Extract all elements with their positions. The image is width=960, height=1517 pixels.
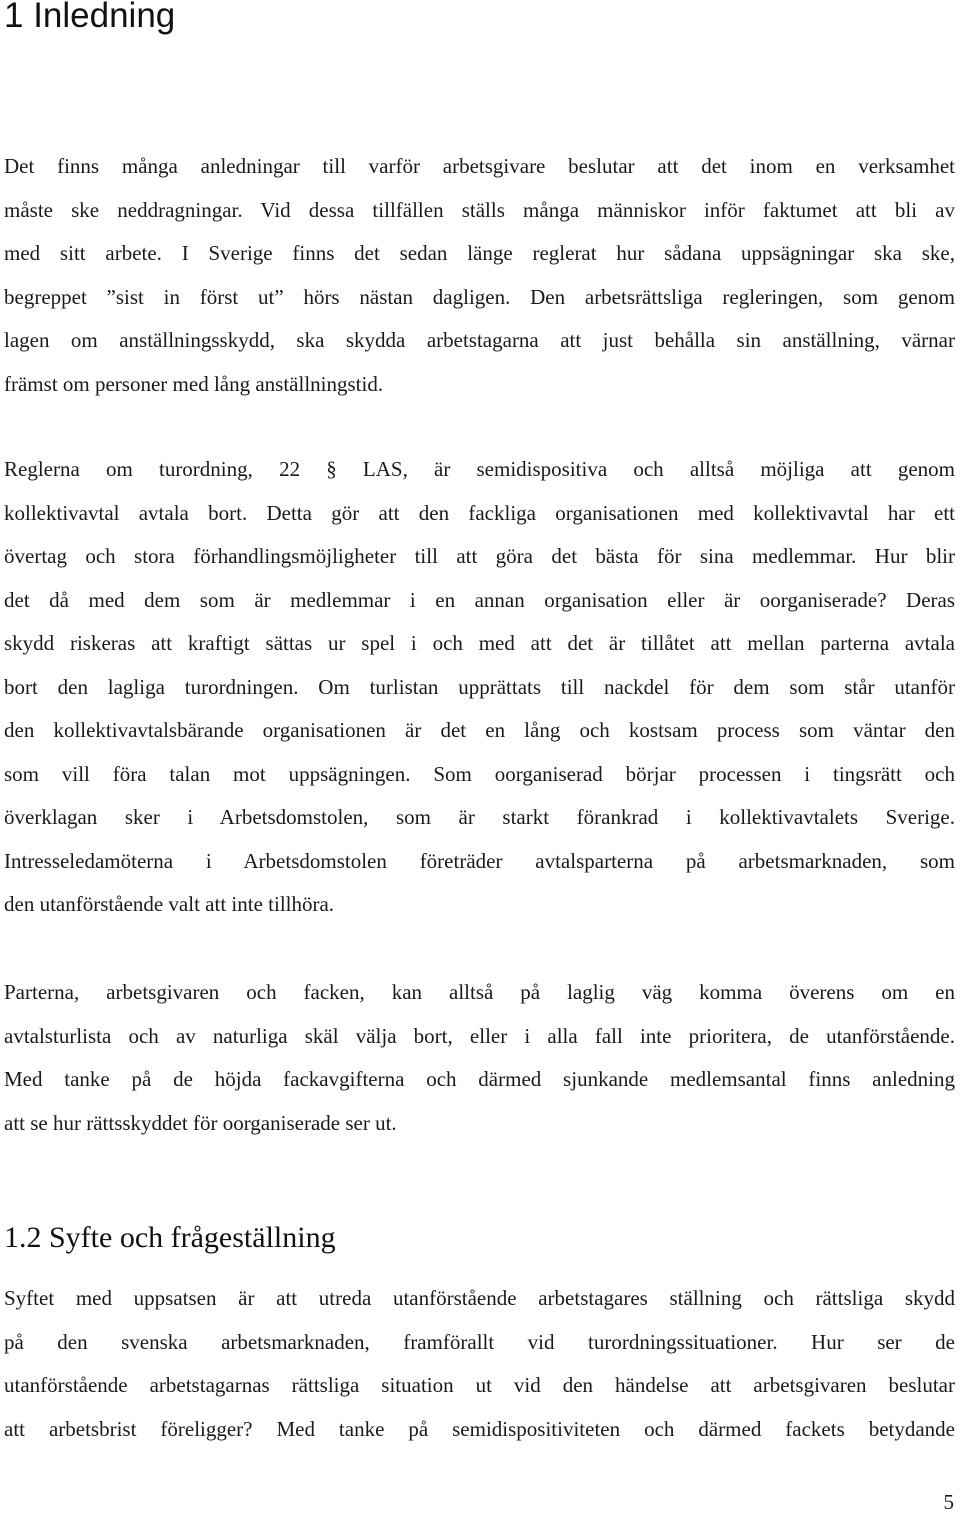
- chapter-heading: 1 Inledning: [4, 0, 176, 35]
- text-line: den utanförstående valt att inte tillhöra.: [4, 892, 335, 916]
- text-line: den kollektivavtalsbärande organisationen är det en lång och kostsam process som väntar den: [4, 718, 955, 742]
- text-line: främst om personer med lång anställningstid.: [4, 371, 384, 396]
- section-heading: 1.2 Syfte och frågeställning: [4, 1221, 336, 1254]
- text-line: måste ske neddragningar. Vid dessa tillfällen ställs många människor inför faktumet att bli av: [4, 197, 955, 222]
- text-line: det då med dem som är medlemmar i en annan organisation eller är oorganiserade? Deras: [4, 587, 955, 612]
- text-line: med sitt arbete. I Sverige finns det sedan länge reglerat hur sådana uppsägningar ska ske,: [4, 241, 955, 265]
- text-line: lagen om anställningsskydd, ska skydda arbetstagarna att just behålla sin anställning, värnar: [4, 328, 955, 352]
- text-line: övertag och stora förhandlingsmöjligheter till att göra det bästa för sina medlemmar. Hur blir: [4, 544, 955, 568]
- text-line: utanförstående arbetstagarnas rättsliga situation ut vid den händelse att arbetsgivaren beslutar: [4, 1373, 955, 1397]
- text-line: Med tanke på de höjda fackavgifterna och därmed sjunkande medlemsantal finns anledning: [4, 1067, 955, 1091]
- page-number: 5: [943, 1490, 954, 1514]
- text-line: Syftet med uppsatsen är att utreda utanförstående arbetstagares ställning och rättsliga skydd: [4, 1286, 955, 1310]
- text-line: skydd riskeras att kraftigt sättas ur spel i och med att det är tillåtet att mellan parterna avtala: [4, 631, 955, 655]
- text-line: Reglerna om turordning, 22 § LAS, är semidispositiva och alltså möjliga att genom: [4, 457, 955, 481]
- paragraph-intro: [4, 145, 955, 406]
- text-line: Parterna, arbetsgivaren och facken, kan alltså på laglig väg komma överens om en: [4, 980, 955, 1004]
- text-line: som vill föra talan mot uppsägningen. Som oorganiserad börjar processen i tingsrätt och: [4, 761, 955, 786]
- paragraph-turordning: [4, 448, 955, 927]
- text-line: Intresseledamöterna i Arbetsdomstolen företräder avtalsparterna på arbetsmarknaden, som: [4, 848, 955, 873]
- text-line: på den svenska arbetsmarknaden, framförallt vid turordningssituationer. Hur ser de: [4, 1329, 955, 1354]
- text-line: avtalsturlista och av naturliga skäl välja bort, eller i alla fall inte prioritera, de utanförstående.: [4, 1023, 955, 1048]
- text-line: att se hur rättsskyddet för oorganiserade ser ut.: [4, 1110, 397, 1135]
- text-line: överklagan sker i Arbetsdomstolen, som är starkt förankrad i kollektivavtalets Sverige.: [4, 805, 955, 829]
- text-line: Det finns många anledningar till varför arbetsgivare beslutar att det inom en verksamhet: [4, 154, 955, 178]
- paragraph-parterna: [4, 971, 955, 1145]
- text-line: att arbetsbrist föreligger? Med tanke på semidispositiviteten och därmed fackets betydande: [4, 1416, 955, 1441]
- paragraph-syfte: [4, 1277, 955, 1451]
- text-line: begreppet ”sist in först ut” hörs nästan dagligen. Den arbetsrättsliga regleringen, som genom: [4, 284, 955, 309]
- text-line: kollektivavtal avtala bort. Detta gör att den fackliga organisationen med kollektivavtal har ett: [4, 500, 955, 525]
- text-line: bort den lagliga turordningen. Om turlistan upprättats till nackdel för dem som står utanför: [4, 674, 955, 699]
